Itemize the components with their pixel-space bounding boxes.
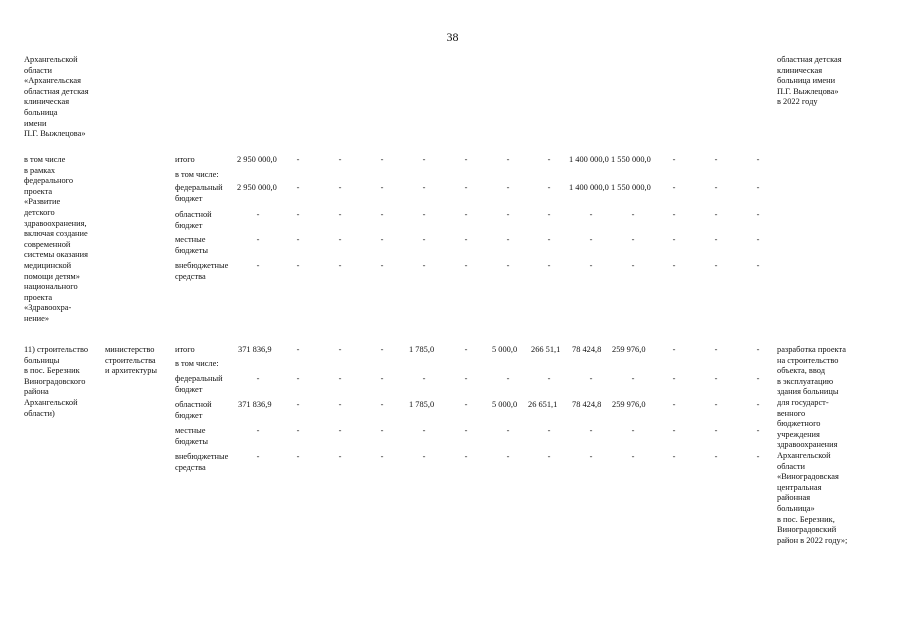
cell-dash: - [506,374,510,383]
cell-dash: - [256,452,260,461]
cell-dash: - [756,155,760,164]
cell-value: 5 000,0 [492,345,518,354]
cell-dash: - [547,261,551,270]
row-label-including: в том числе: [175,359,219,368]
cell-dash: - [714,235,718,244]
cell-value: 1 550 000,0 [611,183,651,192]
cell-dash: - [296,374,300,383]
cell-dash: - [547,426,551,435]
cell-dash: - [631,210,635,219]
cell-dash: - [380,452,384,461]
cell-value: 259 976,0 [612,400,646,409]
object-name-continued: Архангельской области «Архангельская областная детская клиническая больница имени П.Г. Выжлецова» [24,55,89,139]
cell-dash: - [296,155,300,164]
cell-dash: - [506,261,510,270]
cell-dash: - [756,400,760,409]
cell-dash: - [714,345,718,354]
cell-dash: - [506,235,510,244]
cell-dash: - [338,374,342,383]
cell-dash: - [296,426,300,435]
cell-dash: - [464,426,468,435]
cell-dash: - [464,345,468,354]
cell-dash: - [380,426,384,435]
cell-dash: - [380,400,384,409]
cell-dash: - [672,374,676,383]
cell-dash: - [756,235,760,244]
cell-dash: - [589,235,593,244]
cell-dash: - [547,235,551,244]
cell-dash: - [589,374,593,383]
row-label-extrabudget: внебюджетные средства [175,261,229,281]
cell-dash: - [380,374,384,383]
cell-dash: - [422,261,426,270]
cell-dash: - [547,452,551,461]
cell-dash: - [338,400,342,409]
cell-dash: - [464,210,468,219]
cell-dash: - [672,210,676,219]
cell-total: 2 950 000,0 [237,183,277,192]
cell-dash: - [338,345,342,354]
cell-dash: - [296,452,300,461]
cell-dash: - [672,345,676,354]
cell-dash: - [422,183,426,192]
cell-dash: - [756,374,760,383]
cell-dash: - [422,452,426,461]
cell-dash: - [714,155,718,164]
cell-dash: - [714,452,718,461]
cell-dash: - [464,235,468,244]
cell-dash: - [380,210,384,219]
row-label-federal: федеральный бюджет [175,374,223,394]
cell-dash: - [338,261,342,270]
cell-dash: - [296,261,300,270]
cell-value: 1 400 000,0 [569,183,609,192]
cell-dash: - [464,374,468,383]
page-number: 38 [446,30,459,44]
cell-dash: - [547,155,551,164]
cell-dash: - [422,426,426,435]
cell-dash: - [714,426,718,435]
cell-dash: - [672,426,676,435]
row-label-extrabudget: внебюджетные средства [175,452,229,472]
cell-dash: - [672,183,676,192]
cell-dash: - [756,452,760,461]
row-label-regional: областной бюджет [175,210,212,230]
cell-dash: - [256,426,260,435]
cell-dash: - [714,183,718,192]
cell-dash: - [338,155,342,164]
cell-value: 266 51,1 [531,345,561,354]
row-label-federal: федеральный бюджет [175,183,223,203]
cell-dash: - [672,400,676,409]
cell-dash: - [296,345,300,354]
row-label-regional: областной бюджет [175,400,212,420]
measure-label: 11) строительство больницы в пос. Березник Виноградовского района Архангельской области) [24,345,89,418]
cell-value: 1 550 000,0 [611,155,651,164]
cell-dash: - [464,452,468,461]
cell-dash: - [672,261,676,270]
cell-dash: - [296,235,300,244]
cell-dash: - [547,374,551,383]
cell-dash: - [506,426,510,435]
cell-dash: - [714,261,718,270]
cell-dash: - [464,261,468,270]
cell-dash: - [256,210,260,219]
cell-value: 1 785,0 [409,400,435,409]
cell-dash: - [714,210,718,219]
cell-total: 371 836,9 [238,400,272,409]
cell-value: 5 000,0 [492,400,518,409]
cell-dash: - [380,155,384,164]
cell-dash: - [672,235,676,244]
cell-dash: - [338,210,342,219]
row-label-local: местные бюджеты [175,235,209,255]
cell-dash: - [589,261,593,270]
cell-value: 259 976,0 [612,345,646,354]
cell-dash: - [631,374,635,383]
cell-value: 78 424,8 [572,345,602,354]
cell-dash: - [422,155,426,164]
cell-dash: - [589,452,593,461]
cell-dash: - [464,155,468,164]
cell-dash: - [631,426,635,435]
cell-dash: - [380,235,384,244]
cell-dash: - [756,210,760,219]
cell-dash: - [714,374,718,383]
cell-dash: - [422,210,426,219]
cell-dash: - [756,261,760,270]
cell-dash: - [589,210,593,219]
cell-dash: - [631,261,635,270]
cell-dash: - [756,183,760,192]
cell-dash: - [547,210,551,219]
row-label-local: местные бюджеты [175,426,209,446]
cell-dash: - [756,345,760,354]
cell-value: 78 424,8 [572,400,602,409]
cell-dash: - [547,183,551,192]
cell-total: 371 836,9 [238,345,272,354]
cell-dash: - [631,235,635,244]
cell-dash: - [380,183,384,192]
cell-dash: - [338,235,342,244]
cell-value: 26 651,1 [528,400,558,409]
cell-dash: - [672,155,676,164]
cell-dash: - [338,183,342,192]
cell-dash: - [506,452,510,461]
cell-dash: - [756,426,760,435]
cell-dash: - [464,183,468,192]
cell-dash: - [380,261,384,270]
cell-dash: - [672,452,676,461]
cell-dash: - [464,400,468,409]
row-label-total: итого [175,345,195,354]
executor-label: министерство строительства и архитектуры [105,345,158,376]
cell-value: 1 400 000,0 [569,155,609,164]
cell-dash: - [256,261,260,270]
cell-dash: - [338,452,342,461]
cell-dash: - [506,155,510,164]
result-text: разработка проекта на строительство объекта, ввод в эксплуатацию здания больницы для государст- венного бюджетного учреждения здравоохранения Архангельской области «Виноградовская центральная районная больница» в пос. Березник, Виноградовский район в 2022 году»; [777,345,848,545]
cell-dash: - [256,235,260,244]
row-label-total: итого [175,155,195,164]
cell-total: 2 950 000,0 [237,155,277,164]
cell-dash: - [589,426,593,435]
cell-dash: - [296,210,300,219]
cell-dash: - [256,374,260,383]
cell-dash: - [296,183,300,192]
row-label-including: в том числе: [175,170,219,179]
federal-project-label: в том числе в рамках федерального проекта «Развитие детского здравоохранения, включая создание современной системы оказания медицинской помощи детям» национального проекта «Здравоохра- нение» [24,155,89,323]
cell-dash: - [380,345,384,354]
cell-dash: - [506,210,510,219]
cell-value: 1 785,0 [409,345,435,354]
cell-dash: - [506,183,510,192]
cell-dash: - [338,426,342,435]
result-continued: областная детская клиническая больница имени П.Г. Выжлецова» в 2022 году [777,55,842,107]
cell-dash: - [714,400,718,409]
cell-dash: - [422,374,426,383]
cell-dash: - [631,452,635,461]
cell-dash: - [422,235,426,244]
cell-dash: - [296,400,300,409]
